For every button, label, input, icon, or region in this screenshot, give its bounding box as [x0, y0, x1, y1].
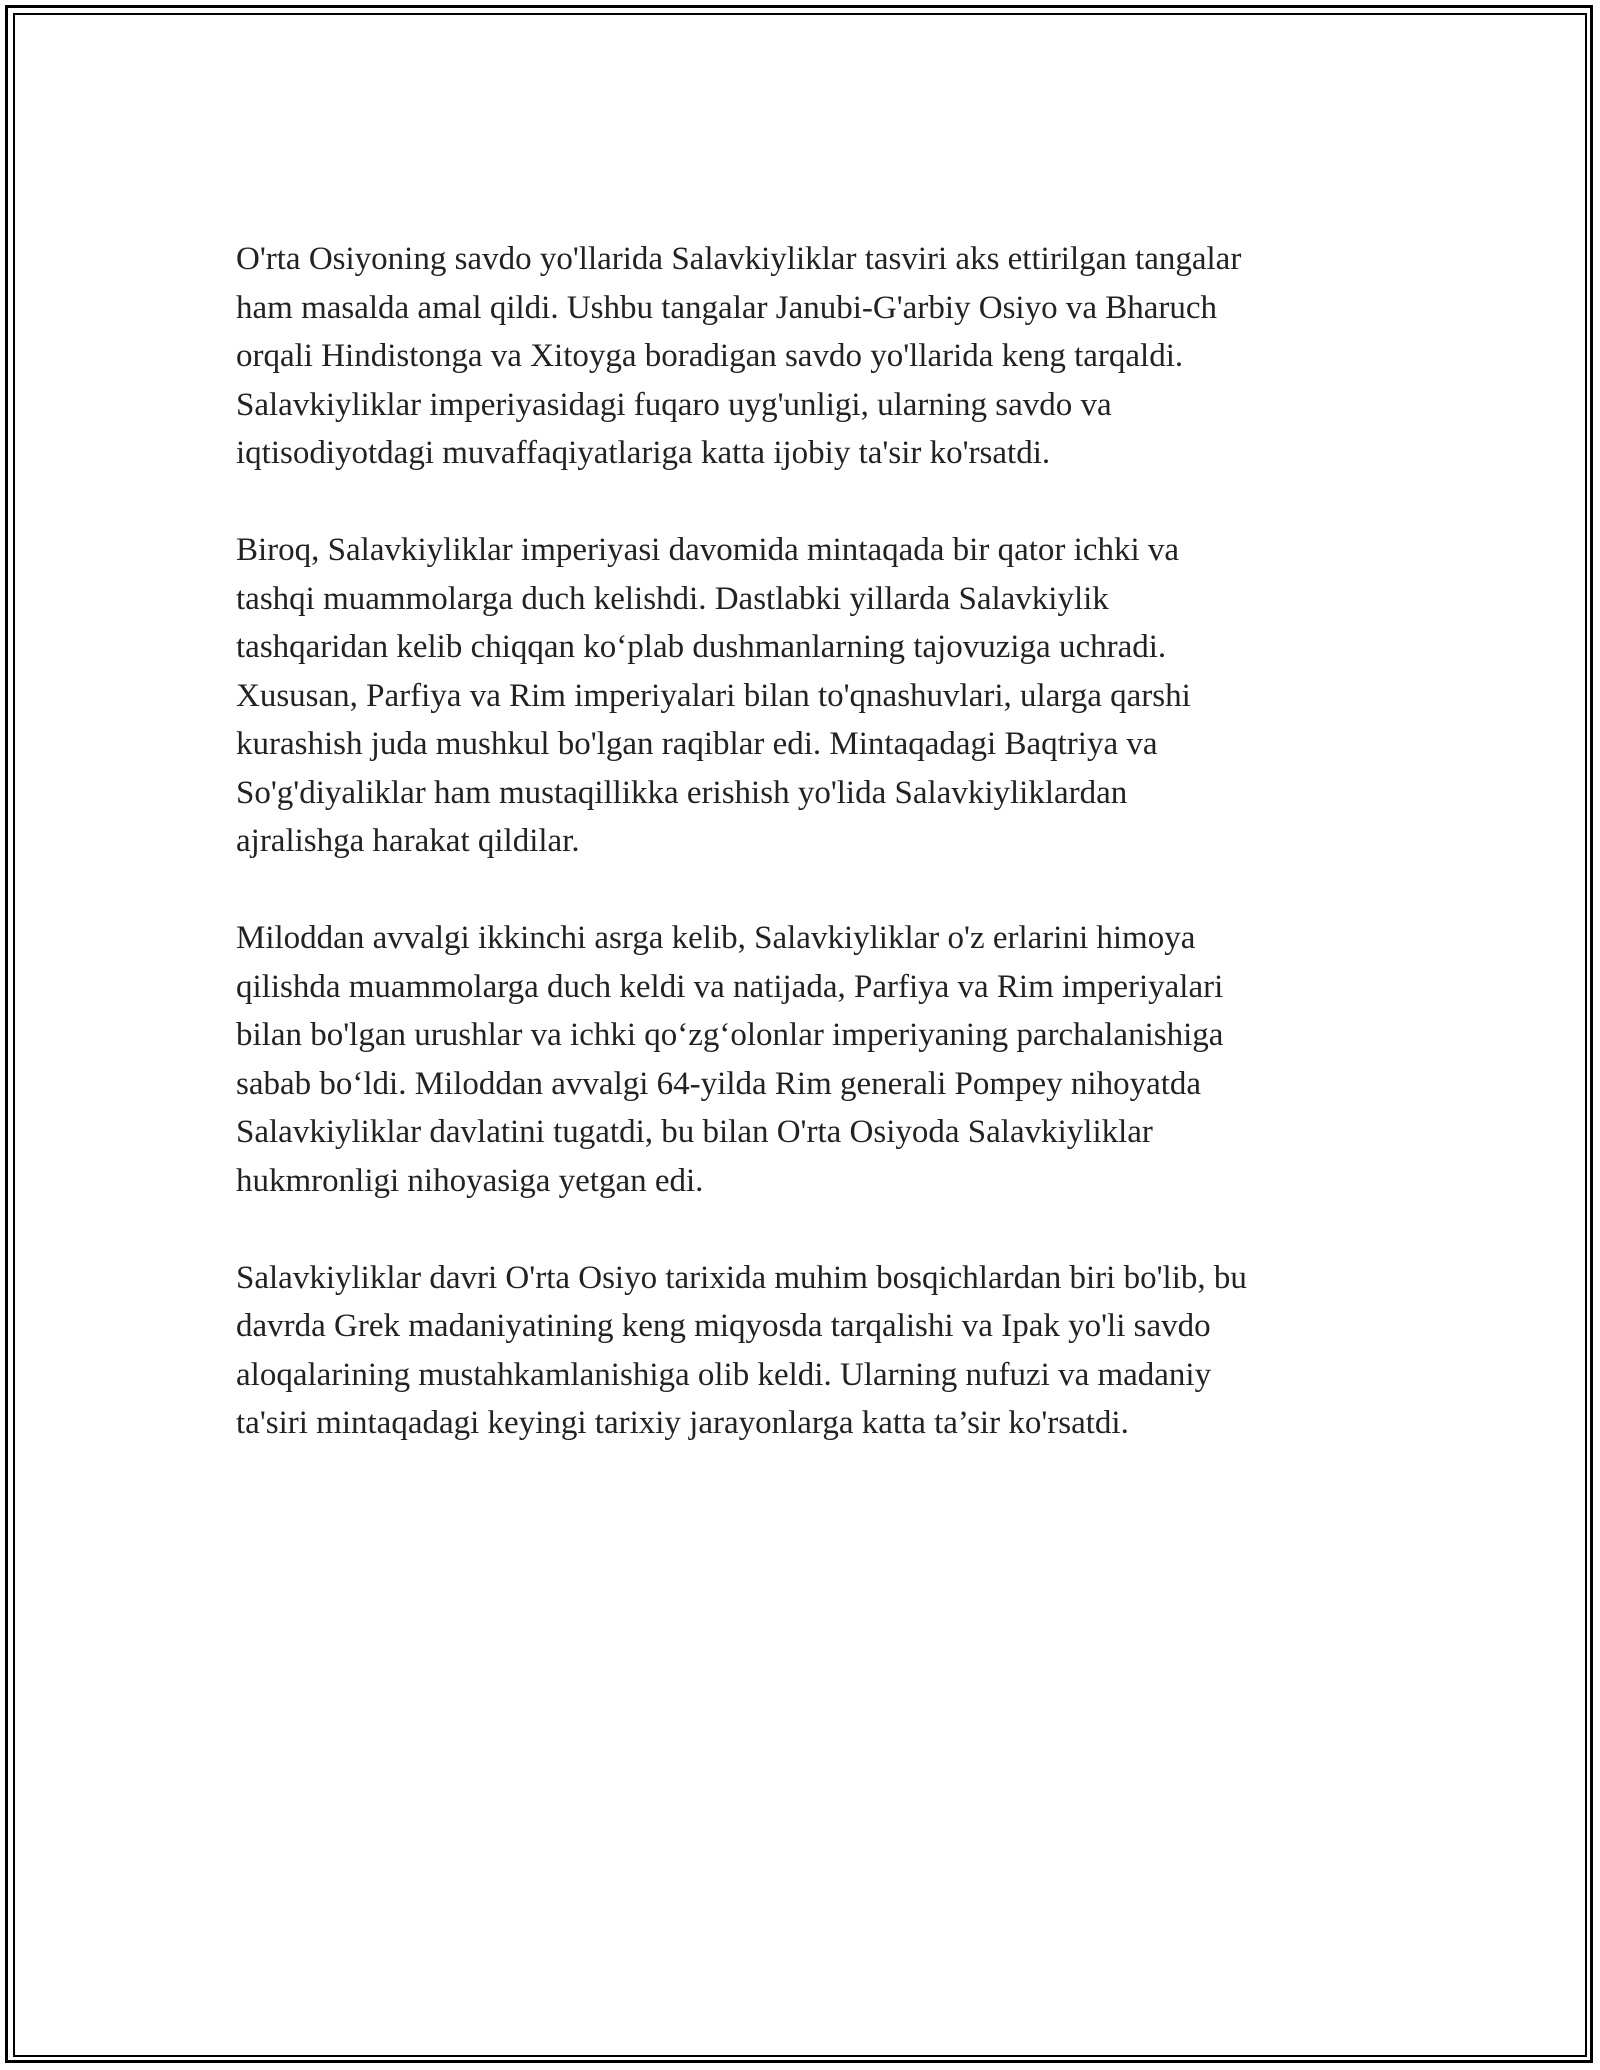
text-line: Biroq, Salavkiyliklar imperiyasi davomida mintaqada bir qator ichki va	[236, 532, 1180, 568]
text-line: O'rta Osiyoning savdo yo'llarida Salavkiyliklar tasviri aks ettirilgan tangalar	[236, 241, 1242, 277]
text-line: Salavkiyliklar imperiyasidagi fuqaro uyg'unligi, ularning savdo va	[236, 386, 1112, 423]
text-line: ajralishga harakat qildilar.	[236, 823, 580, 859]
paragraph-4	[236, 1254, 1366, 1448]
text-line: ham masalda amal qildi. Ushbu tangalar Janubi-G'arbiy Osiyo va Bharuch	[236, 289, 1218, 326]
text-line: Xususan, Parfiya va Rim imperiyalari bilan to'qnashuvlari, ularga qarshi	[236, 677, 1191, 714]
text-line: kurashish juda mushkul bo'lgan raqiblar edi. Mintaqadagi Baqtriya va	[236, 726, 1158, 762]
paragraph-2	[236, 526, 1366, 866]
text-line: orqali Hindistonga va Xitoyga boradigan savdo yo'llarida keng tarqaldi.	[236, 338, 1184, 374]
text-line: ta'siri mintaqadagi keyingi tarixiy jarayonlarga katta ta’sir ko'rsatdi.	[236, 1405, 1129, 1441]
text-line: tashqi muammolarga duch kelishdi. Dastlabki yillarda Salavkiylik	[236, 580, 1109, 617]
text-line: Miloddan avvalgi ikkinchi asrga kelib, Salavkiyliklar o'z erlarini himoya	[236, 920, 1196, 956]
text-line: iqtisodiyotdagi muvaffaqiyatlariga katta ijobiy ta'sir ko'rsatdi.	[236, 435, 1051, 471]
text-line: Salavkiyliklar davri O'rta Osiyo tarixida muhim bosqichlardan biri bo'lib, bu	[236, 1259, 1247, 1296]
text-line: hukmronligi nihoyasiga yetgan edi.	[236, 1162, 704, 1199]
paragraph-1	[236, 235, 1366, 478]
text-line: tashqaridan kelib chiqqan ko‘plab dushmanlarning tajovuziga uchradi.	[236, 629, 1167, 665]
text-line: bilan bo'lgan urushlar va ichki qo‘zg‘olonlar imperiyaning parchalanishiga	[236, 1017, 1224, 1053]
paragraph-3	[236, 914, 1366, 1205]
text-line: davrda Grek madaniyatining keng miqyosda tarqalishi va Ipak yo'li savdo	[236, 1308, 1211, 1344]
text-line: sabab bo‘ldi. Miloddan avvalgi 64-yilda Rim generali Pompey nihoyatda	[236, 1065, 1202, 1102]
text-line: So'g'diyaliklar ham mustaqillikka erishish yo'lida Salavkiyliklardan	[236, 774, 1128, 811]
document-body	[236, 235, 1366, 1496]
text-line: qilishda muammolarga duch keldi va natijada, Parfiya va Rim imperiyalari	[236, 968, 1224, 1005]
text-line: Salavkiyliklar davlatini tugatdi, bu bilan O'rta Osiyoda Salavkiyliklar	[236, 1114, 1153, 1150]
text-line: aloqalarining mustahkamlanishiga olib keldi. Ularning nufuzi va madaniy	[236, 1356, 1212, 1393]
